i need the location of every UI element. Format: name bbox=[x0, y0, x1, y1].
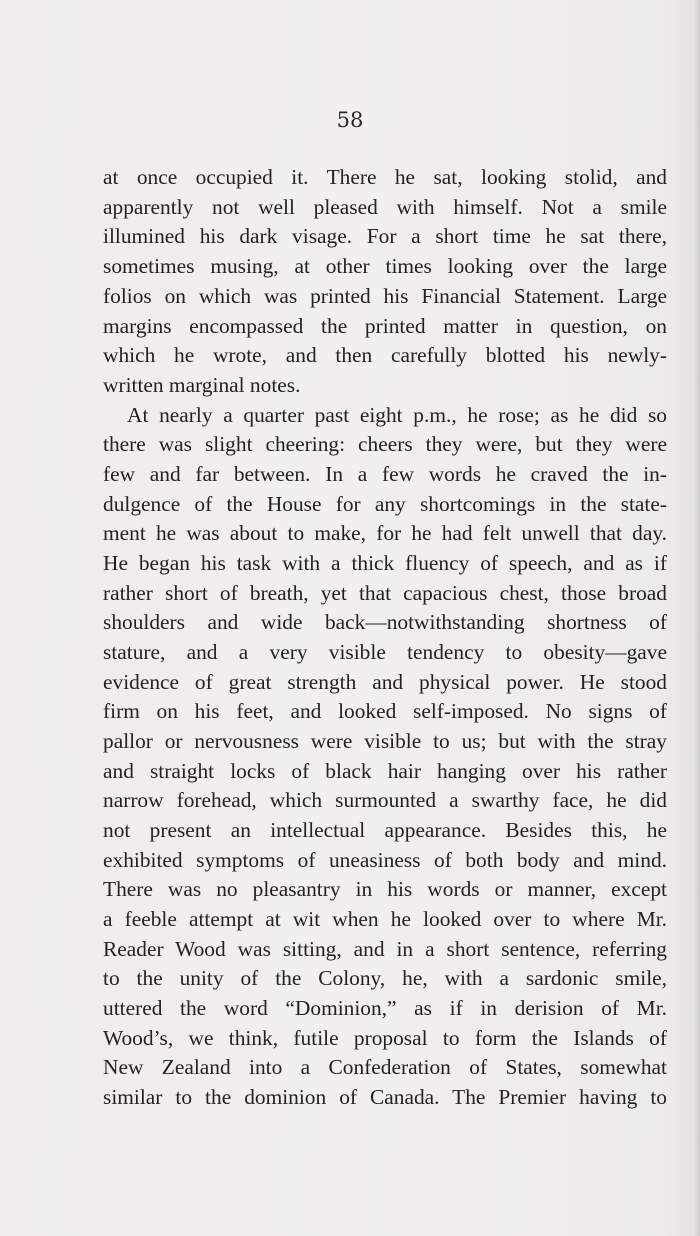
text-line: shoulders and wide back—notwithstanding shortness of bbox=[103, 610, 667, 634]
text-line: apparently not well pleased with himself. Not a smile bbox=[103, 195, 667, 219]
page-number: 58 bbox=[336, 108, 364, 132]
text-line: few and far between. In a few words he craved the in- bbox=[103, 462, 667, 486]
text-line: There was no pleasantry in his words or manner, except bbox=[103, 877, 667, 901]
text-line: which he wrote, and then carefully blotted his newly- bbox=[103, 343, 667, 367]
text-line: there was slight cheering: cheers they were, but they were bbox=[103, 432, 667, 456]
text-line: dulgence of the House for any shortcomings in the state- bbox=[103, 492, 667, 516]
text-line: at once occupied it. There he sat, looking stolid, and bbox=[103, 165, 667, 189]
text-line: pallor or nervousness were visible to us; but with the stray bbox=[103, 729, 667, 753]
text-line: sometimes musing, at other times looking over the large bbox=[103, 254, 667, 278]
text-line: stature, and a very visible tendency to obesity—gave bbox=[103, 640, 667, 664]
text-line: margins encompassed the printed matter in question, on bbox=[103, 314, 667, 338]
text-line: folios on which was printed his Financial Statement. Large bbox=[103, 284, 667, 308]
text-line: exhibited symptoms of uneasiness of both body and mind. bbox=[103, 848, 667, 872]
text-line: Reader Wood was sitting, and in a short sentence, referring bbox=[103, 937, 667, 961]
text-line: At nearly a quarter past eight p.m., he rose; as he did so bbox=[127, 403, 667, 427]
text-line: uttered the word “Dominion,” as if in derision of Mr. bbox=[103, 996, 667, 1020]
text-line: and straight locks of black hair hanging over his rather bbox=[103, 759, 667, 783]
text-line: Wood’s, we think, futile proposal to form the Islands of bbox=[103, 1026, 667, 1050]
text-line: New Zealand into a Confederation of States, somewhat bbox=[103, 1055, 667, 1079]
text-line: firm on his feet, and looked self-imposed. No signs of bbox=[103, 699, 667, 723]
page-edge-shadow bbox=[694, 0, 700, 1236]
text-line: similar to the dominion of Canada. The Premier having to bbox=[103, 1085, 667, 1109]
text-line: illumined his dark visage. For a short time he sat there, bbox=[103, 224, 667, 248]
text-line: to the unity of the Colony, he, with a sardonic smile, bbox=[103, 966, 667, 990]
text-line: not present an intellectual appearance. Besides this, he bbox=[103, 818, 667, 842]
text-line: written marginal notes. bbox=[103, 373, 301, 397]
text-line: rather short of breath, yet that capacious chest, those broad bbox=[103, 581, 667, 605]
text-line: He began his task with a thick fluency of speech, and as if bbox=[103, 551, 667, 575]
text-line: narrow forehead, which surmounted a swarthy face, he did bbox=[103, 788, 667, 812]
text-line: ment he was about to make, for he had felt unwell that day. bbox=[103, 521, 667, 545]
text-line: a feeble attempt at wit when he looked over to where Mr. bbox=[103, 907, 667, 931]
text-line: evidence of great strength and physical power. He stood bbox=[103, 670, 667, 694]
